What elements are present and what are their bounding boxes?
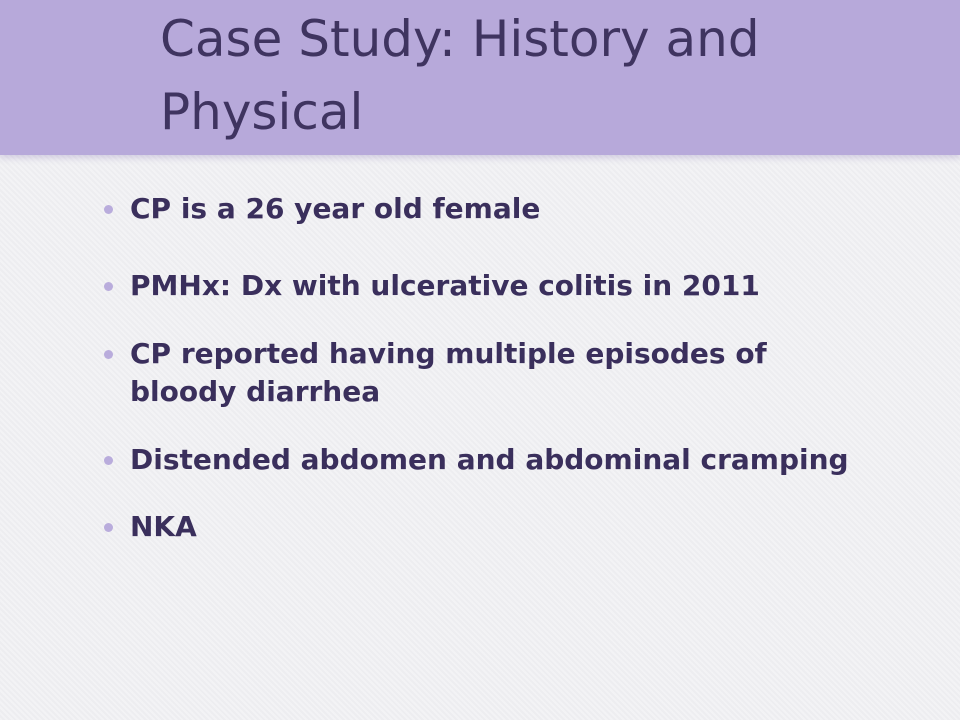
slide-title: Case Study: History and Physical [160,10,760,141]
bullet-text: PMHx: Dx with ulcerative colitis in 2011 [130,269,760,302]
bullet-icon [104,282,113,291]
bullet-text: CP is a 26 year old female [130,192,541,225]
bullet-item [104,267,864,305]
bullet-icon [104,350,113,359]
bullet-list [104,190,864,546]
bullet-text: Distended abdomen and abdominal cramping [130,443,849,476]
bullet-text: CP reported having multiple episodes of bloody diarrhea [130,337,767,408]
bullet-text: NKA [130,510,197,543]
bullet-item [104,335,864,411]
bullet-item [104,190,864,228]
bullet-icon [104,205,113,214]
bullet-item [104,508,864,546]
bullet-icon [104,523,113,532]
bullet-icon [104,456,113,465]
bullet-item [104,441,864,479]
